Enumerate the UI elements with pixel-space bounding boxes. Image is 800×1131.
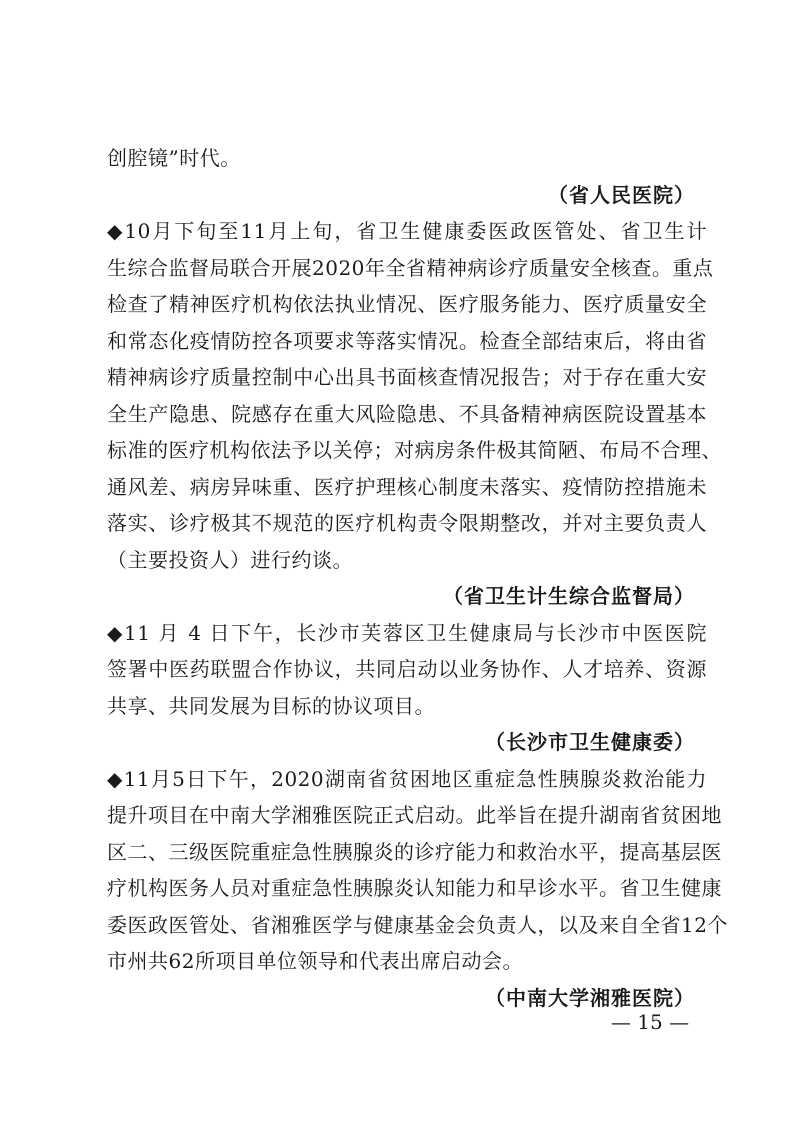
paragraph-line: 检查了精神医疗机构依法执业情况、医疗服务能力、医疗质量安全 xyxy=(107,292,707,316)
source-attribution: （省人民医院） xyxy=(548,182,695,207)
paragraph-line: （主要投资人）进行约谈。 xyxy=(107,547,353,572)
paragraph-line: ◆10月下旬至11月上旬，省卫生健康委医政医管处、省卫生计 xyxy=(107,219,707,243)
paragraph-line: 市州共62所项目单位领导和代表出席启动会。 xyxy=(107,949,523,973)
paragraph-line: 疗机构医务人员对重症急性胰腺炎认知能力和早诊水平。省卫生健康 xyxy=(107,876,722,900)
paragraph-line: ◆11 月 4 日下午，长沙市芙蓉区卫生健康局与长沙市中医医院 xyxy=(107,620,707,645)
paragraph-line: 全生产隐患、院感存在重大风险隐患、不具备精神病医院设置基本 xyxy=(107,401,707,426)
paragraph-line: 标准的医疗机构依法予以关停；对病房条件极其简陋、布局不合理、 xyxy=(107,438,722,462)
source-attribution: （省卫生计生综合监督局） xyxy=(443,584,695,608)
paragraph-line: 落实、诊疗极其不规范的医疗机构责令限期整改，并对主要负责人 xyxy=(107,511,707,535)
paragraph-line: 区二、三级医院重症急性胰腺炎的诊疗能力和救治水平，提高基层医 xyxy=(107,839,722,864)
paragraph-line: 通风差、病房异味重、医疗护理核心制度未落实、疫情防控措施未 xyxy=(107,474,707,499)
paragraph-line: 精神病诊疗质量控制中心出具书面核查情况报告；对于存在重大安 xyxy=(107,365,707,389)
paragraph-line: ◆11月5日下午，2020湖南省贫困地区重症急性胰腺炎救治能力 xyxy=(107,766,707,791)
document-body xyxy=(107,140,728,1016)
paragraph-line: 签署中医药联盟合作协议，共同启动以业务协作、人才培养、资源 xyxy=(107,657,707,681)
paragraph-line: 创腔镜”时代。 xyxy=(107,146,241,170)
source-attribution: （长沙市卫生健康委） xyxy=(485,730,695,754)
paragraph-line: 委医政医管处、省湘雅医学与健康基金会负责人，以及来自全省12个 xyxy=(107,912,728,937)
paragraph-line: 和常态化疫情防控各项要求等落实情况。检查全部结束后，将由省 xyxy=(107,328,707,353)
paragraph-line: 生综合监督局联合开展2020年全省精神病诊疗质量安全核查。重点 xyxy=(107,255,714,280)
paragraph-line: 提升项目在中南大学湘雅医院正式启动。此举旨在提升湖南省贫困地 xyxy=(107,803,722,827)
source-attribution: （中南大学湘雅医院） xyxy=(485,985,695,1010)
page-number: — 15 — xyxy=(610,1010,690,1034)
paragraph-line: 共享、共同发展为目标的协议项目。 xyxy=(107,693,435,718)
